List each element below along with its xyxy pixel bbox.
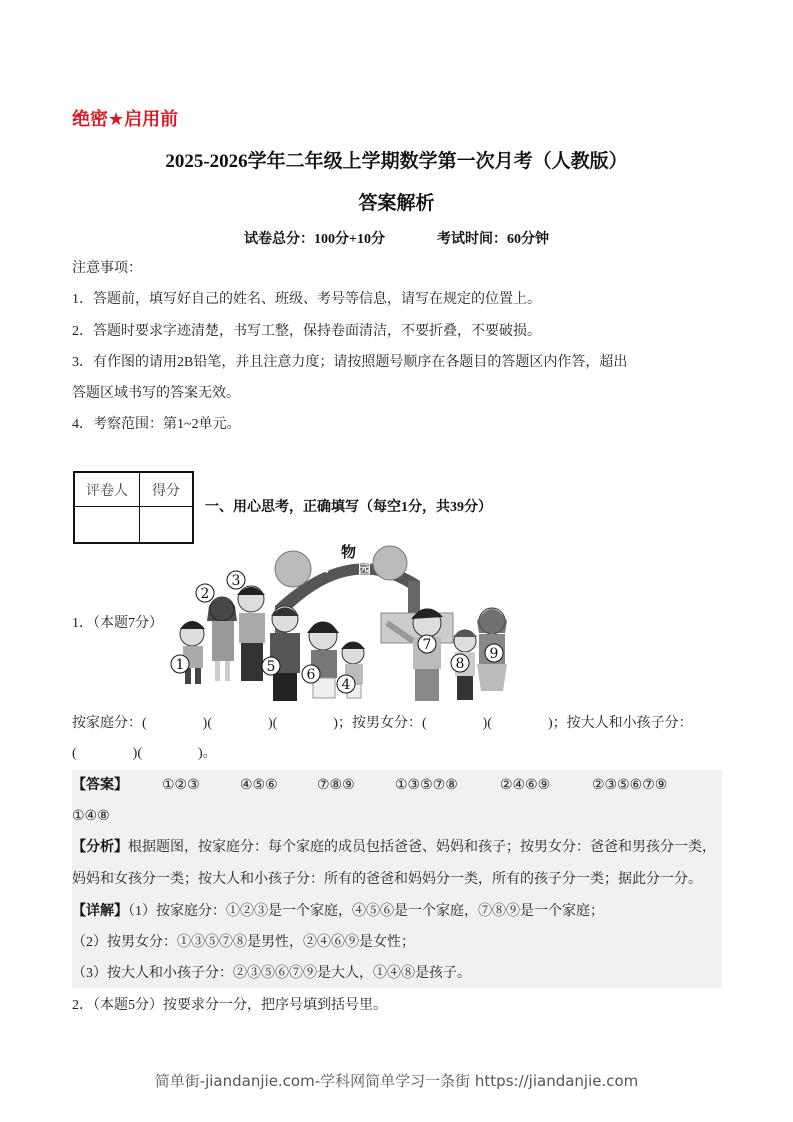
answer-row — [72, 776, 722, 796]
analysis-line — [72, 838, 716, 858]
sign-char: 动 — [315, 557, 331, 575]
score-header: 得分 — [140, 472, 194, 507]
analysis-text: 根据题图，按家庭分：每个家庭的成员包括爸爸、妈妈和孩子；按男女分：爸爸和男孩分一类， — [128, 840, 716, 855]
total-score: 试卷总分：100分+10分 — [244, 232, 385, 247]
figure-number: 7 — [422, 637, 432, 653]
analysis-line: 妈妈和女孩分一类；按大人和小孩子分：所有的爸爸和妈妈分一类，所有的孩子分一类；据此分一分。 — [72, 872, 702, 887]
answer-value: ①③⑤⑦⑧ — [395, 778, 458, 793]
question-1-prompt: 按家庭分：( )( )( )；按男女分：( )( )；按大人和小孩子分： — [72, 716, 693, 731]
figure-number: 1 — [175, 657, 185, 673]
answer-value: ⑦⑧⑨ — [317, 778, 355, 793]
zoo-family-illustration — [165, 541, 525, 706]
figure-number: 4 — [341, 677, 351, 693]
detail-line: （2）按男女分：①③⑤⑦⑧是男性，②④⑥⑨是女性； — [72, 935, 415, 950]
notice-heading: 注意事项： — [72, 261, 142, 276]
section-title: 一、用心思考，正确填写（每空1分，共39分） — [205, 500, 492, 515]
answer-analysis-subtitle: 答案解析 — [358, 192, 435, 214]
question-1-prompt-continued: ( )( )。 — [72, 746, 217, 761]
answer-value: ①②③ — [162, 778, 200, 793]
figure-number: 2 — [200, 586, 210, 602]
detail-tag: 【详解】 — [72, 904, 128, 919]
sign-char: 物 — [341, 543, 357, 561]
notice-item: 1．答题前，填写好自己的姓名、班级、考号等信息，请写在规定的位置上。 — [72, 292, 541, 307]
question-2-text: 2．（本题5分）按要求分一分，把序号填到括号里。 — [72, 998, 387, 1013]
answer-value: ②③⑤⑥⑦⑨ — [592, 778, 668, 793]
notice-item: 答题区域书写的答案无效。 — [72, 386, 240, 401]
exam-time: 考试时间：60分钟 — [436, 232, 549, 247]
question-1-label: 1．（本题7分） — [72, 616, 163, 631]
sign-char: 园 — [358, 562, 372, 577]
score-cell — [140, 507, 194, 544]
answer-tag: 【答案】 — [72, 778, 128, 793]
figure-number: 3 — [231, 573, 241, 589]
confidential-mark: 绝密★启用前 — [72, 109, 179, 130]
figure-number: 6 — [306, 667, 316, 683]
footer-watermark: 简单街-jiandanjie.com-学科网简单学习一条街 https://jiandanjie.com — [154, 1072, 639, 1090]
answer-value: ②④⑥⑨ — [500, 778, 551, 793]
analysis-tag: 【分析】 — [72, 840, 128, 855]
answer-value: ①④⑧ — [72, 809, 110, 824]
detail-line — [72, 902, 604, 922]
figure-number: 5 — [266, 659, 276, 675]
exam-meta — [0, 228, 793, 248]
grader-header: 评卷人 — [74, 472, 140, 507]
notice-item: 4．考察范围：第1~2单元。 — [72, 417, 241, 432]
answer-value: ④⑤⑥ — [240, 778, 278, 793]
detail-text: （1）按家庭分：①②③是一个家庭，④⑤⑥是一个家庭，⑦⑧⑨是一个家庭； — [128, 904, 604, 919]
notice-item: 3．有作图的请用2B铅笔，并且注意力度；请按照题号顺序在各题目的答题区内作答，超出 — [72, 355, 628, 370]
exam-title: 2025-2026学年二年级上学期数学第一次月考（人教版） — [165, 151, 628, 172]
figure-number: 9 — [489, 646, 499, 662]
grader-cell — [74, 507, 140, 544]
grader-score-table — [73, 471, 194, 544]
figure-number: 8 — [455, 656, 465, 672]
notice-item: 2．答题时要求字迹清楚，书写工整，保持卷面清洁，不要折叠，不要破损。 — [72, 324, 541, 339]
detail-line: （3）按大人和小孩子分：②③⑤⑥⑦⑨是大人，①④⑧是孩子。 — [72, 966, 471, 981]
